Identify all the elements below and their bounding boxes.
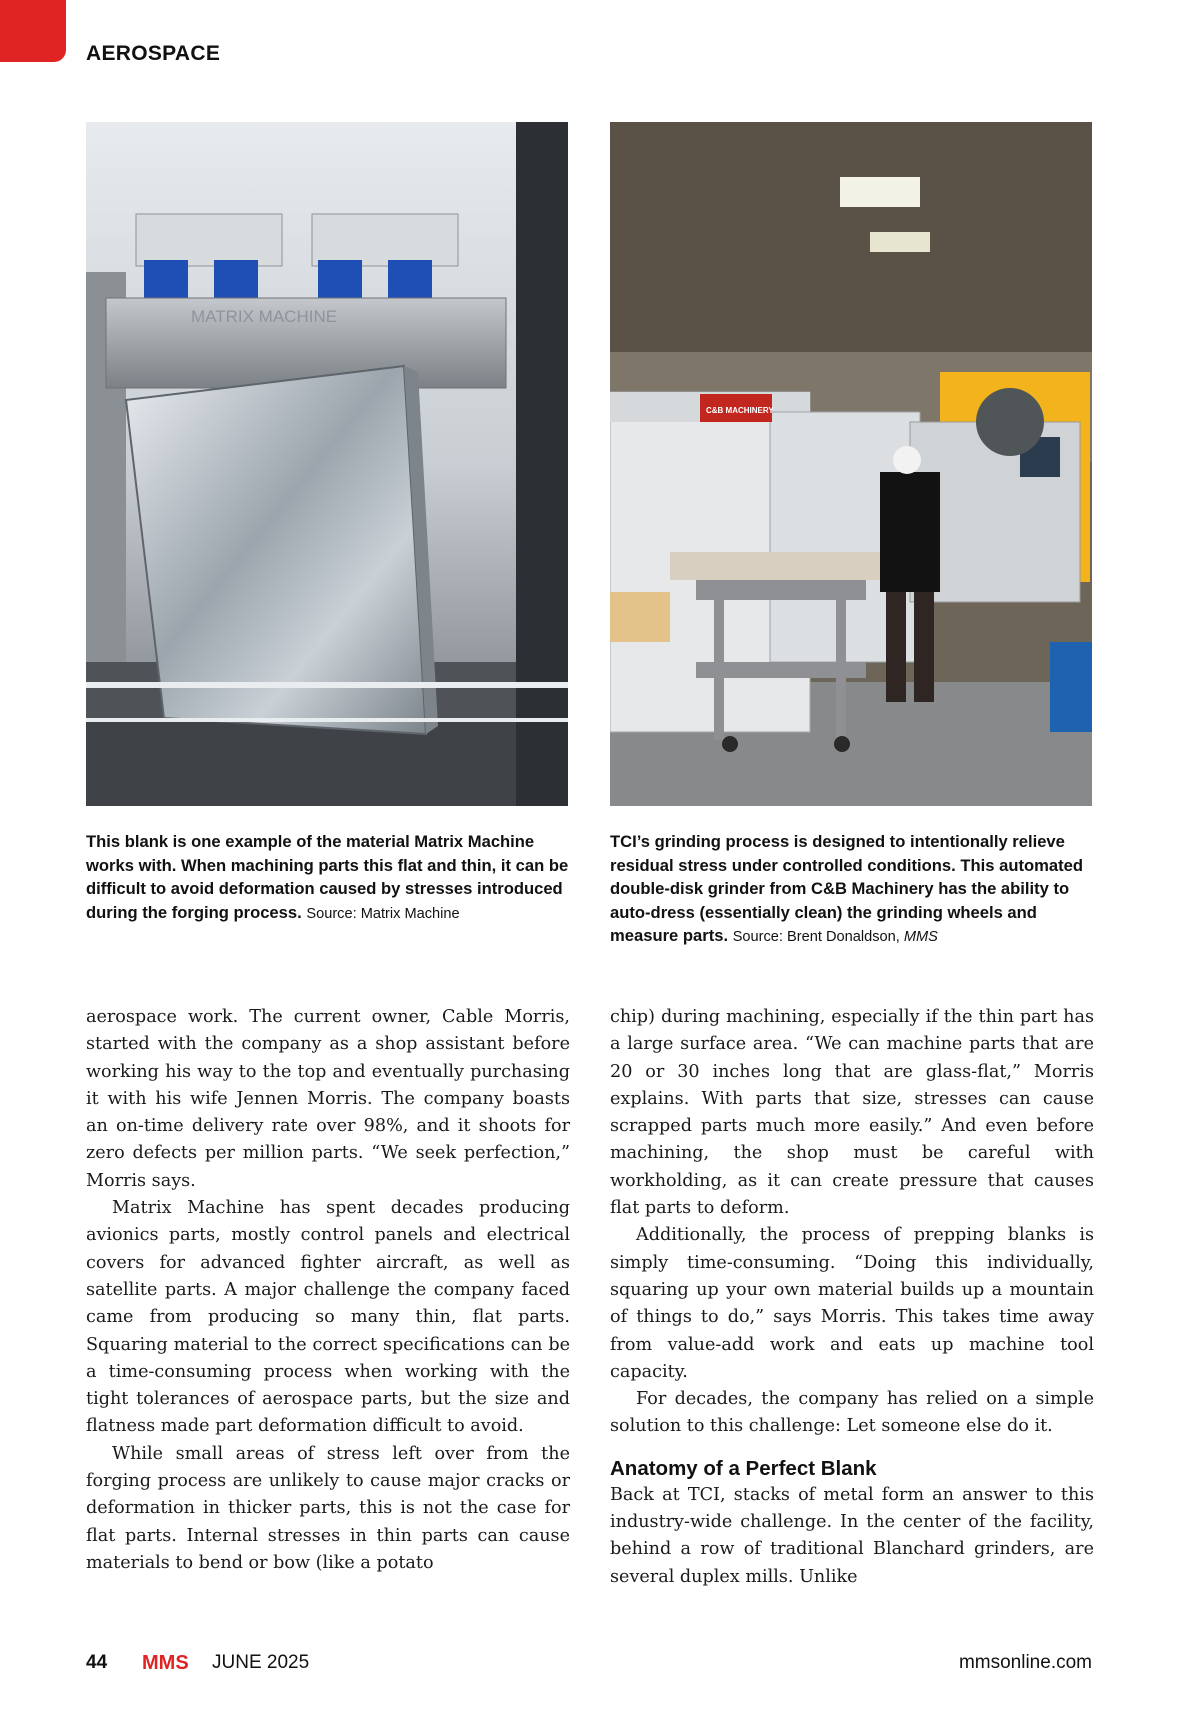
body-paragraph: aerospace work. The current owner, Cable Morris, started with the company as a shop assistant before working his way to the top and eventually purchasing it with his wife Jennen Morris. The company boasts an on-time delivery rate over 98%, and it shoots for zero defects per million parts. “We seek perfection,” Morris says. bbox=[86, 1007, 570, 1191]
photo-double-disk-grinder bbox=[610, 122, 1092, 806]
caption-text: This blank is one example of the material Matrix Machine works with. When machining parts this flat and thin, it can be difficult to avoid deformation caused by stresses introduced during the forging process. bbox=[86, 832, 569, 922]
issue-date: JUNE 2025 bbox=[212, 1652, 310, 1673]
photo-credit-name: Source: Brent Donaldson, bbox=[732, 929, 904, 946]
photo-machined-blank bbox=[86, 122, 568, 806]
section-label: AEROSPACE bbox=[86, 42, 221, 65]
photo-credit: Source: Matrix Machine bbox=[306, 905, 460, 922]
article-column-right bbox=[610, 1004, 1094, 1591]
caption-text: TCI’s grinding process is designed to intentionally relieve residual stress under controlled conditions. This automated double-disk grinder from C&B Machinery has the ability to auto-dress (essentially clean) the grinding wheels and measure parts. bbox=[610, 832, 1084, 946]
figure-caption-right bbox=[610, 830, 1094, 950]
photo-credit bbox=[733, 929, 938, 945]
grinder-brand-plate: C&B MACHINERY bbox=[706, 406, 774, 415]
article-column-left bbox=[86, 1004, 570, 1577]
magazine-brand: MMS bbox=[142, 1652, 189, 1674]
body-paragraph: For decades, the company has relied on a simple solution to this challenge: Let someone else do it. bbox=[610, 1389, 1094, 1437]
body-paragraph: Back at TCI, stacks of metal form an answer to this industry-wide challenge. In the center of the facility, behind a row of traditional Blanchard grinders, are several duplex mills. Unlike bbox=[610, 1484, 1094, 1587]
body-paragraph: Matrix Machine has spent decades producing avionics parts, mostly control panels and electrical covers for advanced fighter aircraft, as well as satellite parts. A major challenge the company faced came from producing so many thin, flat parts. Squaring material to the correct specifications can be a time-consuming process when working with the tight tolerances of aerospace parts, but the size and flatness made part deformation difficult to avoid. bbox=[86, 1198, 570, 1437]
figure-caption-left bbox=[86, 830, 570, 926]
body-paragraph: chip) during machining, especially if the thin part has a large surface area. “We can machine parts that are 20 or 30 inches long that are glass-flat,” Morris explains. With parts that size, stresses can cause scrapped parts much more easily.” And even before machining, the shop must be careful with workholding, as it can create pressure that causes flat parts to deform. bbox=[610, 1007, 1094, 1219]
section-color-tab bbox=[0, 0, 66, 62]
body-paragraph: Additionally, the process of prepping blanks is simply time-consuming. “Doing this individually, squaring up your own material builds up a mountain of things to do,” says Morris. This takes time away from value-add work and eats up machine tool capacity. bbox=[610, 1225, 1094, 1382]
blank-photo-illustration bbox=[86, 122, 568, 806]
page-number: 44 bbox=[86, 1652, 108, 1673]
fixture-engraving: MATRIX MACHINE bbox=[191, 307, 338, 326]
section-subheading: Anatomy of a Perfect Blank bbox=[610, 1456, 877, 1480]
grinder-photo-illustration bbox=[610, 122, 1092, 806]
website-link[interactable]: mmsonline.com bbox=[958, 1652, 1092, 1673]
page-footer bbox=[86, 1652, 1092, 1682]
photo-credit-publication: MMS bbox=[903, 929, 938, 946]
body-paragraph: While small areas of stress left over from the forging process are unlikely to cause major cracks or deformation in thicker parts, this is not the case for flat parts. Internal stresses in thin parts can cause materials to bend or bow (like a potato bbox=[86, 1443, 570, 1573]
